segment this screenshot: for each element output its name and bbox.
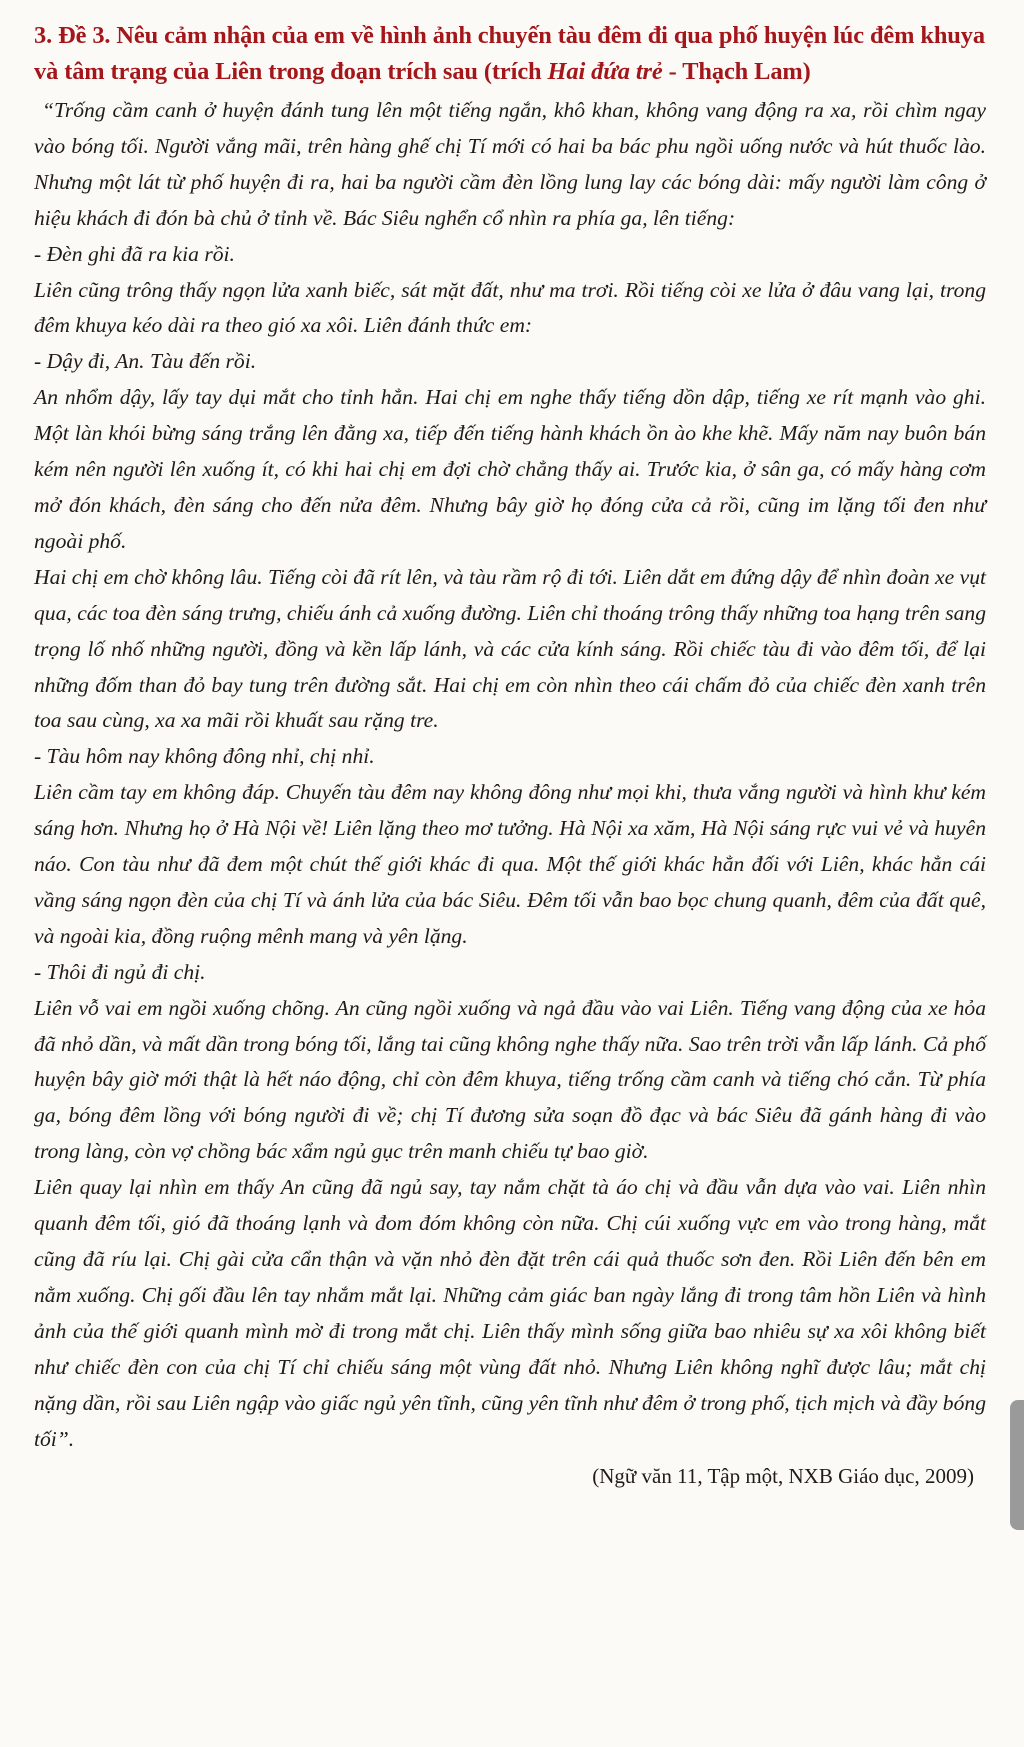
passage-paragraph-11: Liên quay lại nhìn em thấy An cũng đã ngủ say, tay nắm chặt tà áo chị và đầu vẫn dựa vào vai. Liên nhìn quanh đêm tối, gió đã thoáng lạnh và đom đóm không còn nữa. Chị cúi xuống vực em vào trong hàng, mắt cũng đã ríu lại. Chị gài cửa cẩn thận và vặn nhỏ đèn đặt trên cái quả thuốc sơn đen. Rồi Liên đến bên em nằm xuống. Chị gối đầu lên tay nhắm mắt lại. Những cảm giác ban ngày lắng đi trong tâm hồn Liên và hình ảnh của thế giới quanh mình mờ đi trong mắt chị. Liên thấy mình sống giữa bao nhiêu sự xa xôi không biết như chiếc đèn con của chị Tí chỉ chiếu sáng một vùng đất nhỏ. Nhưng Liên không nghĩ được lâu; mắt chị nặng dần, rồi sau Liên ngập vào giấc ngủ yên tĩnh, cũng yên tĩnh như đêm ở trong phố, tịch mịch và đầy bóng tối”.: [34, 1175, 986, 1451]
scrollbar-thumb[interactable]: [1010, 1400, 1024, 1530]
question-suffix: - Thạch Lam): [662, 58, 811, 85]
passage-paragraph-7: - Tàu hôm nay không đông nhỉ, chị nhỉ.: [34, 744, 375, 769]
passage-paragraph-4: - Dậy đi, An. Tàu đến rồi.: [34, 349, 257, 374]
passage-paragraph-1: “Trống cầm canh ở huyện đánh tung lên một tiếng ngắn, khô khan, không vang động ra xa, rồi chìm ngay vào bóng tối. Người vắng mãi, trên hàng ghế chị Tí mới có hai ba bác phu ngồi uống nước và hút thuốc lào. Nhưng một lát từ phố huyện đi ra, hai ba người cầm đèn lồng lung lay các bóng dài: mấy người làm công ở hiệu khách đi đón bà chủ ở tỉnh về. Bác Siêu nghển cổ nhìn ra phía ga, lên tiếng:: [34, 98, 986, 230]
question-prefix: 3. Đề 3. Nêu cảm nhận của em về hình ảnh chuyến tàu đêm đi qua phố huyện lúc đêm khuya và tâm trạng của Liên trong đoạn trích sau (trích: [34, 22, 985, 85]
passage-paragraph-10: Liên vỗ vai em ngồi xuống chõng. An cũng ngồi xuống và ngả đầu vào vai Liên. Tiếng vang động của xe hỏa đã nhỏ dần, và mất dần trong bóng tối, lắng tai cũng không nghe thấy nữa. Sao trên trời vẫn lấp lánh. Cả phố huyện bây giờ mới thật là hết náo động, chỉ còn đêm khuya, tiếng trống cầm canh và tiếng chó cắn. Từ phía ga, bóng đêm lồng với bóng người đi về; chị Tí đương sửa soạn đồ đạc và bác Siêu đã gánh hàng đi vào trong làng, còn vợ chồng bác xẩm ngủ gục trên manh chiếu tự bao giờ.: [34, 995, 986, 1164]
document-content: [34, 18, 986, 1493]
work-title: Hai đứa trẻ: [547, 58, 663, 85]
passage-paragraph-2: - Đèn ghi đã ra kia rồi.: [34, 241, 235, 266]
passage-paragraph-8: Liên cầm tay em không đáp. Chuyến tàu đêm nay không đông như mọi khi, thưa vắng người và hình khư kém sáng hơn. Nhưng họ ở Hà Nội về! Liên lặng theo mơ tưởng. Hà Nội xa xăm, Hà Nội sáng rực vui vẻ và huyên náo. Con tàu như đã đem một chút thế giới khác đi qua. Một thế giới khác hẳn đối với Liên, khác hẳn cái vầng sáng ngọn đèn của chị Tí và ánh lửa của bác Siêu. Đêm tối vẫn bao bọc chung quanh, đêm của đất quê, và ngoài kia, đồng ruộng mênh mang và yên lặng.: [34, 780, 986, 948]
passage-paragraph-5: An nhổm dậy, lấy tay dụi mắt cho tỉnh hẳn. Hai chị em nghe thấy tiếng dồn dập, tiếng xe rít mạnh vào ghi. Một làn khói bừng sáng trắng lên đằng xa, tiếp đến tiếng hành khách ồn ào khe khẽ. Mấy năm nay buôn bán kém nên người lên xuống ít, có khi hai chị em đợi chờ chẳng thấy ai. Trước kia, ở sân ga, có mấy hàng cơm mở đón khách, đèn sáng cho đến nửa đêm. Nhưng bây giờ họ đóng cửa cả rồi, cũng im lặng tối đen như ngoài phố.: [34, 385, 986, 553]
passage-paragraph-3: Liên cũng trông thấy ngọn lửa xanh biếc, sát mặt đất, như ma trơi. Rồi tiếng còi xe lửa ở đâu vang lại, trong đêm khuya kéo dài ra theo gió xa xôi. Liên đánh thức em:: [34, 277, 986, 338]
passage-paragraph-6: Hai chị em chờ không lâu. Tiếng còi đã rít lên, và tàu rầm rộ đi tới. Liên dắt em đứng dậy để nhìn đoàn xe vụt qua, các toa đèn sáng trưng, chiếu ánh cả xuống đường. Liên chỉ thoáng trông thấy những toa hạng trên sang trọng lố nhố những người, đồng và kền lấp lánh, và các cửa kính sáng. Rồi chiếc tàu đi vào đêm tối, để lại những đốm than đỏ bay tung trên đường sắt. Hai chị em còn nhìn theo cái chấm đỏ của chiếc đèn xanh trên toa sau cùng, xa xa mãi rồi khuất sau rặng tre.: [34, 564, 986, 733]
passage-paragraph-9: - Thôi đi ngủ đi chị.: [34, 959, 206, 984]
source-citation: (Ngữ văn 11, Tập một, NXB Giáo dục, 2009): [592, 1464, 974, 1489]
passage: [34, 93, 986, 1457]
question-heading: [34, 18, 986, 90]
